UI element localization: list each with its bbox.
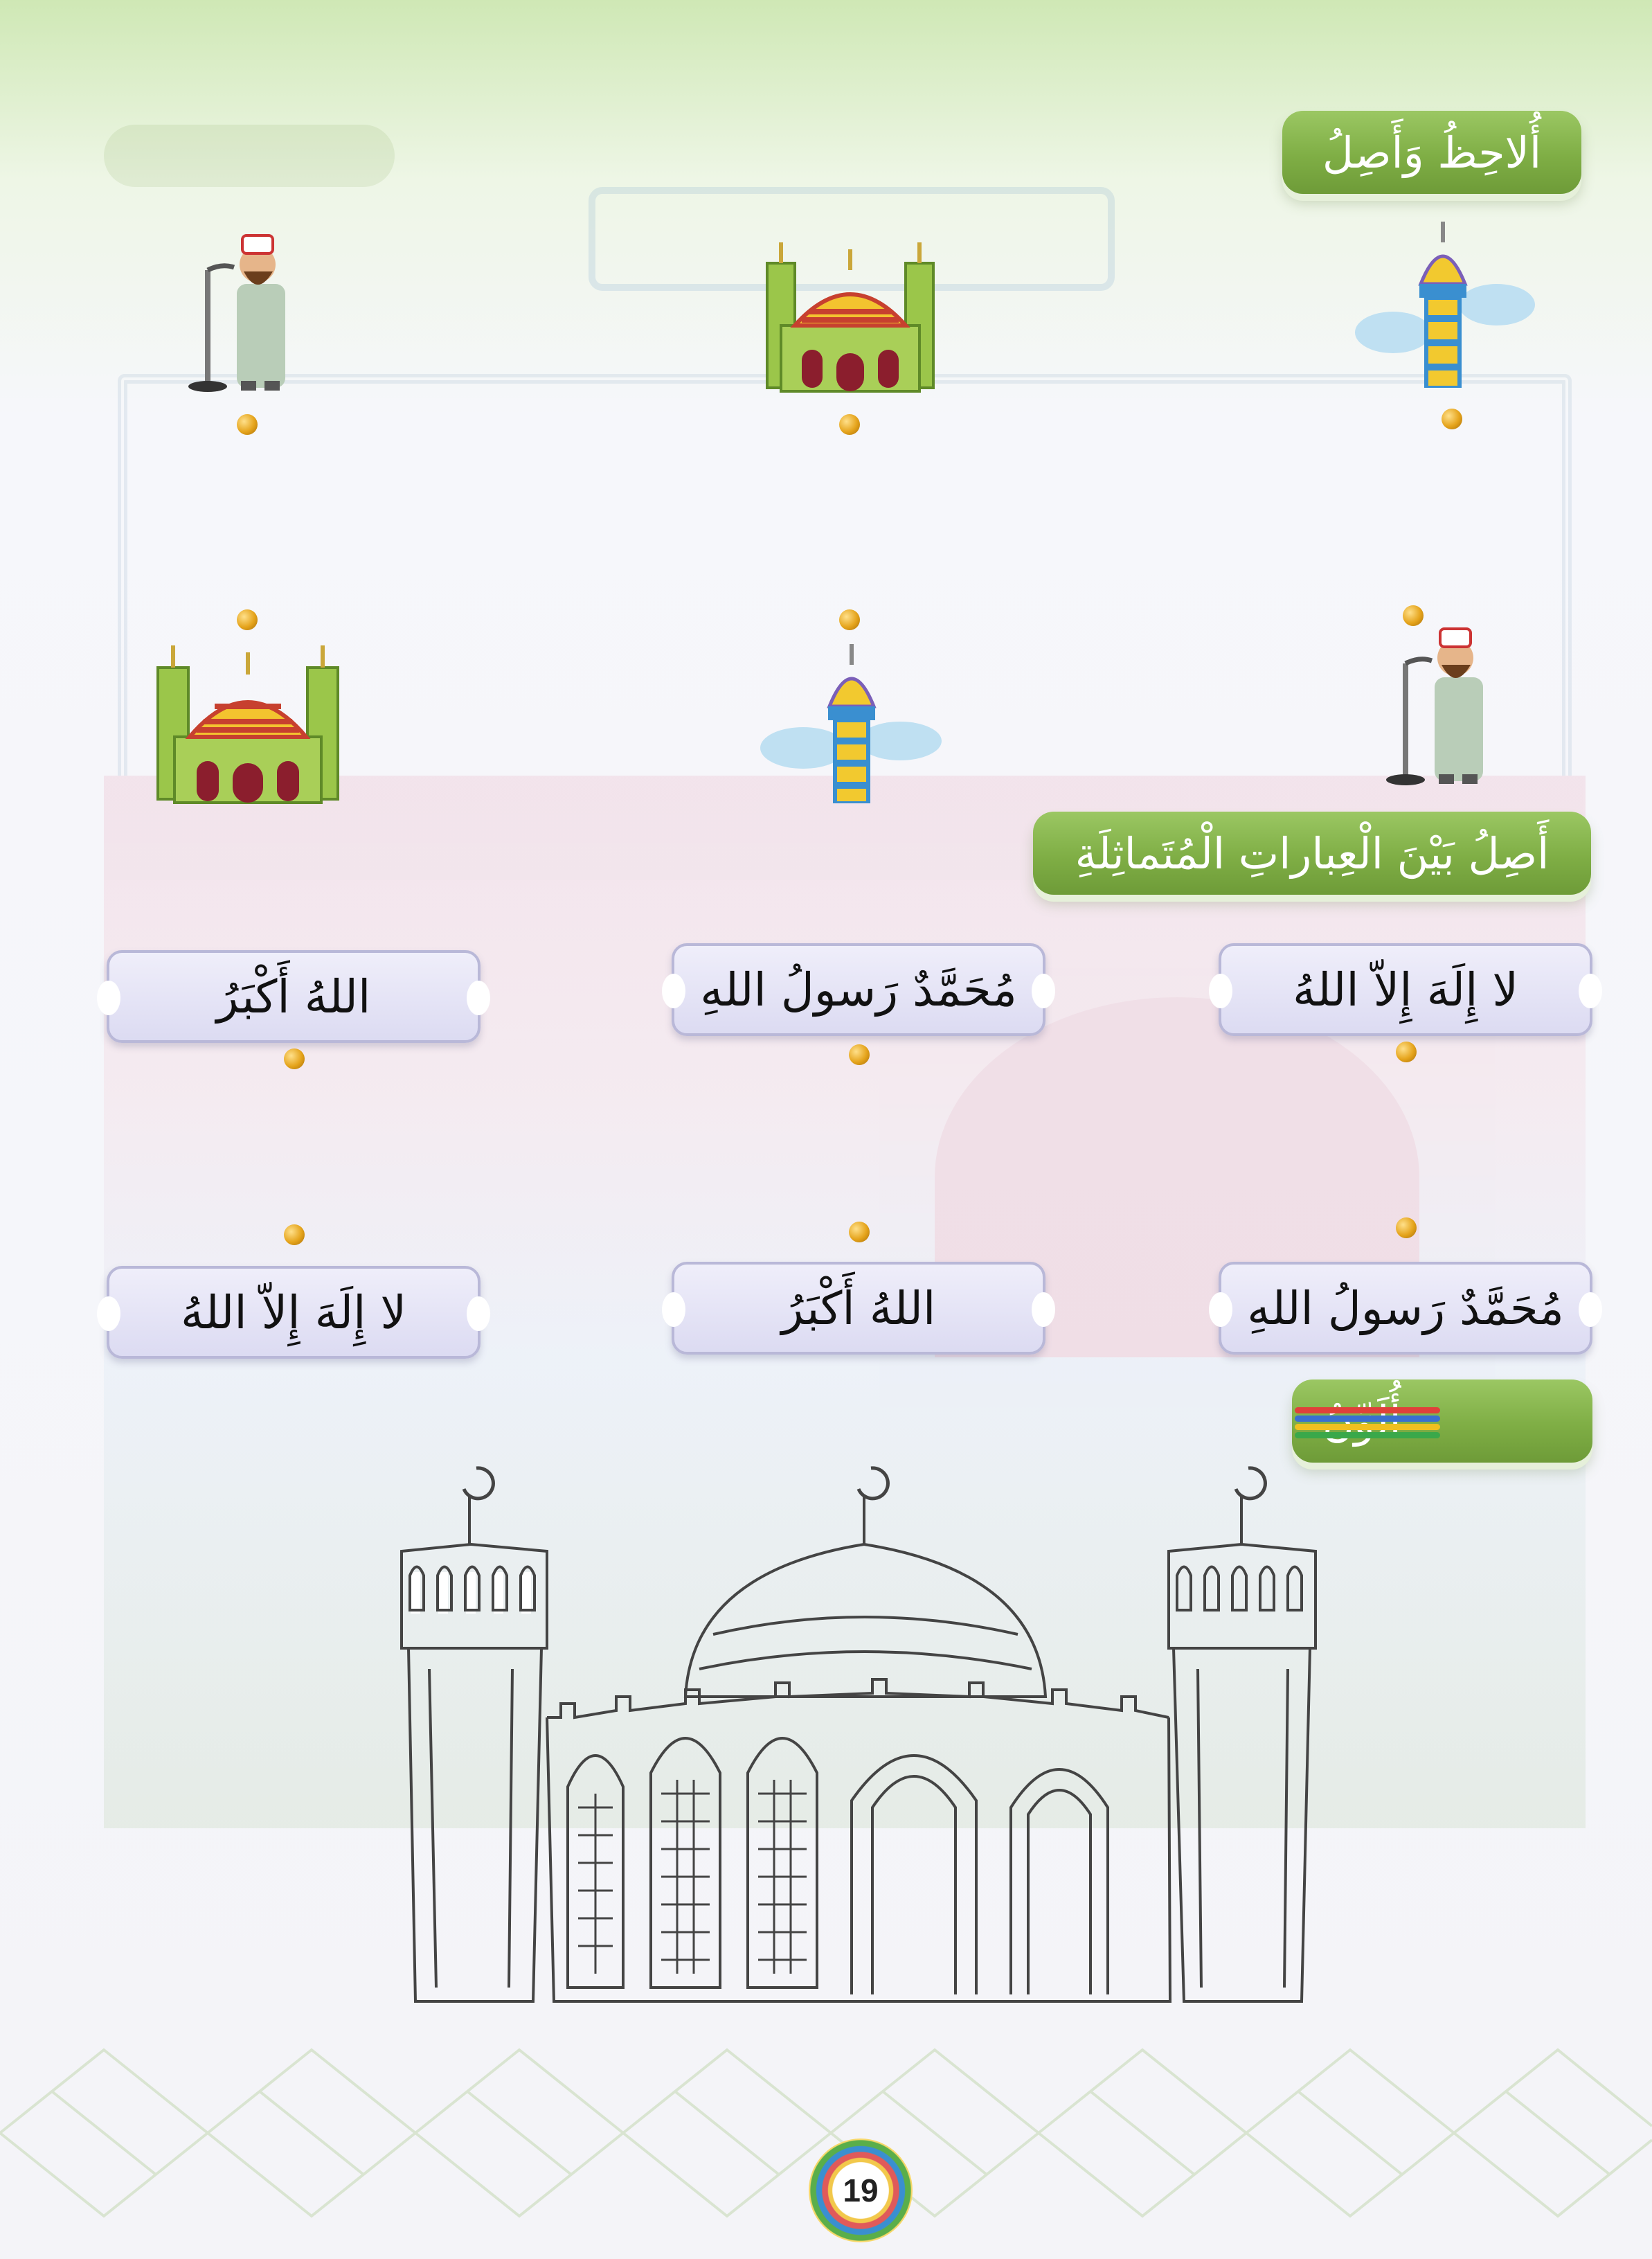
match-top-label-right bbox=[1219, 943, 1592, 1036]
match-bottom-label-left-text: لا إِلَهَ إِلاّ اللهُ bbox=[180, 1285, 407, 1339]
page-number-badge bbox=[809, 2139, 913, 2242]
minaret-icon-top bbox=[1352, 222, 1538, 388]
minaret-icon-bottom bbox=[755, 644, 949, 803]
mosque-coloring-outline[interactable] bbox=[388, 1461, 1322, 2029]
connect-dot-top-right[interactable] bbox=[1442, 409, 1462, 429]
connect-dot-top-center[interactable] bbox=[839, 414, 860, 435]
connect-dot-mid-center[interactable] bbox=[839, 609, 860, 630]
match-bottom-label-right bbox=[1219, 1262, 1592, 1355]
mosque-icon-top bbox=[760, 235, 940, 395]
match-dot-top-right[interactable] bbox=[1396, 1042, 1417, 1062]
mosque-icon-bottom bbox=[151, 640, 345, 806]
match-dot-bottom-left[interactable] bbox=[284, 1224, 305, 1245]
heading-observe-connect bbox=[1282, 111, 1581, 194]
match-top-label-center bbox=[672, 943, 1045, 1036]
match-top-label-left bbox=[107, 950, 481, 1043]
imam-icon-top bbox=[180, 222, 298, 395]
heading-match-phrases-text: أَصِلُ بَيْنَ الْعِباراتِ الْمُتَماثِلَةِ bbox=[1075, 828, 1550, 879]
match-dot-top-center[interactable] bbox=[849, 1044, 870, 1065]
imam-icon-bottom bbox=[1378, 615, 1496, 788]
match-top-label-left-text: اللهُ أَكْبَرُ bbox=[216, 970, 371, 1024]
connect-dot-mid-left[interactable] bbox=[237, 609, 258, 630]
match-dot-bottom-center[interactable] bbox=[849, 1222, 870, 1242]
match-dot-bottom-right[interactable] bbox=[1396, 1217, 1417, 1238]
match-bottom-label-left bbox=[107, 1266, 481, 1359]
crayons-icon bbox=[1295, 1407, 1440, 1439]
heading-observe-connect-text: أُلاحِظُ وَأَصِلُ bbox=[1322, 127, 1542, 178]
match-bottom-label-right-text: مُحَمَّدٌ رَسولُ اللهِ bbox=[1247, 1281, 1564, 1335]
heading-match-phrases bbox=[1033, 812, 1591, 895]
ghost-pill bbox=[104, 125, 395, 187]
match-top-label-right-text: لا إِلَهَ إِلاّ اللهُ bbox=[1292, 963, 1519, 1017]
page-number: 19 bbox=[843, 2172, 879, 2208]
match-top-label-center-text: مُحَمَّدٌ رَسولُ اللهِ bbox=[700, 963, 1017, 1017]
match-dot-top-left[interactable] bbox=[284, 1048, 305, 1069]
connect-dot-top-left[interactable] bbox=[237, 414, 258, 435]
match-bottom-label-center bbox=[672, 1262, 1045, 1355]
match-bottom-label-center-text: اللهُ أَكْبَرُ bbox=[781, 1281, 936, 1335]
